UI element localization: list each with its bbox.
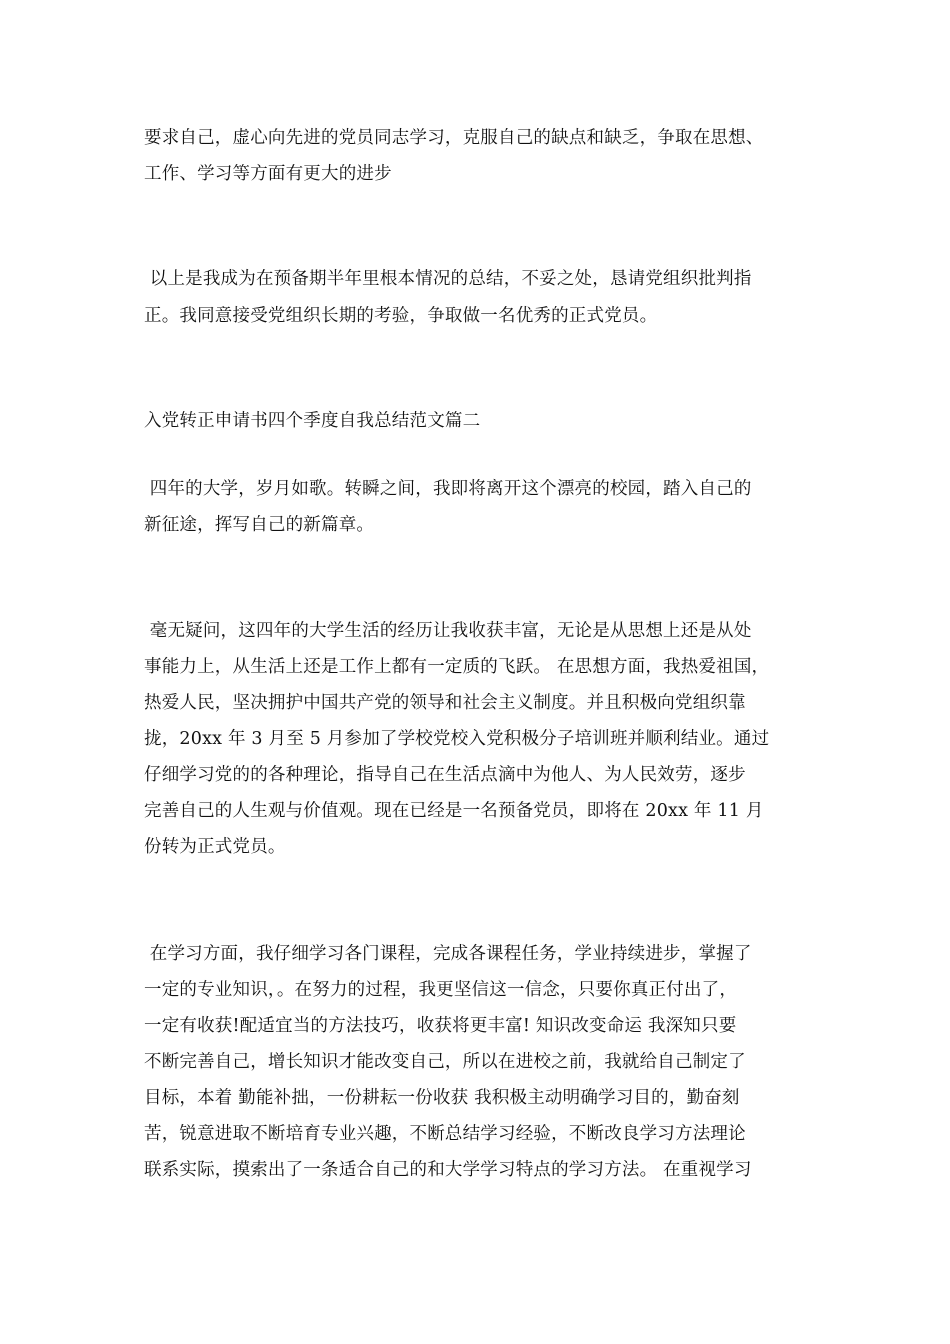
paragraph-4-line-5: 仔细学习党的的各种理论，指导自己在生活点滴中为他人、为人民效劳，逐步 [144,765,746,785]
paragraph-5-line-6: 苦，锐意进取不断培育专业兴趣，不断总结学习经验，不断改良学习方法理论 [144,1124,746,1144]
paragraph-5-line-3: 一定有收获!配适宜当的方法技巧，收获将更丰富! 知识改变命运 我深知只要 [144,1016,737,1036]
paragraph-2-line-1: 以上是我成为在预备期半年里根本情况的总结，不妥之处，恳请党组织批判指 [144,269,752,289]
section-heading: 入党转正申请书四个季度自我总结范文篇二 [144,411,481,431]
paragraph-5-line-1: 在学习方面，我仔细学习各门课程，完成各课程任务，学业持续进步，掌握了 [144,944,752,964]
paragraph-4-line-4: 拢，20xx 年 3 月至 5 月参加了学校党校入党积极分子培训班并顺利结业。通过 [144,729,770,749]
paragraph-3-line-1: 四年的大学，岁月如歌。转瞬之间，我即将离开这个漂亮的校园，踏入自己的 [144,479,752,499]
paragraph-5-line-4: 不断完善自己，增长知识才能改变自己，所以在进校之前，我就给自己制定了 [144,1052,746,1072]
paragraph-1-line-1: 要求自己，虚心向先进的党员同志学习，克服自己的缺点和缺乏，争取在思想、 [144,128,764,148]
paragraph-5-line-2: 一定的专业知识，。在努力的过程，我更坚信这一信念，只要你真正付出了， [144,980,738,1000]
paragraph-1-line-2: 工作、学习等方面有更大的进步 [144,164,392,184]
paragraph-4-line-3: 热爱人民，坚决拥护中国共产党的领导和社会主义制度。并且积极向党组织靠 [144,693,746,713]
paragraph-4-line-6: 完善自己的人生观与价值观。现在已经是一名预备党员，即将在 20xx 年 11 月 [144,801,764,821]
paragraph-5-line-7: 联系实际，摸索出了一条适合自己的和大学学习特点的学习方法。 在重视学习 [144,1160,752,1180]
paragraph-4-line-1: 毫无疑问，这四年的大学生活的经历让我收获丰富，无论是从思想上还是从处 [144,621,752,641]
paragraph-4-line-2: 事能力上，从生活上还是工作上都有一定质的飞跃。 在思想方面，我热爱祖国， [144,657,770,677]
paragraph-4-line-7: 份转为正式党员。 [144,837,286,857]
paragraph-5-line-5: 目标，本着 勤能补拙，一份耕耘一份收获 我积极主动明确学习目的，勤奋刻 [144,1088,740,1108]
paragraph-2-line-2: 正。我同意接受党组织长期的考验，争取做一名优秀的正式党员。 [144,306,658,326]
paragraph-3-line-2: 新征途，挥写自己的新篇章。 [144,515,375,535]
